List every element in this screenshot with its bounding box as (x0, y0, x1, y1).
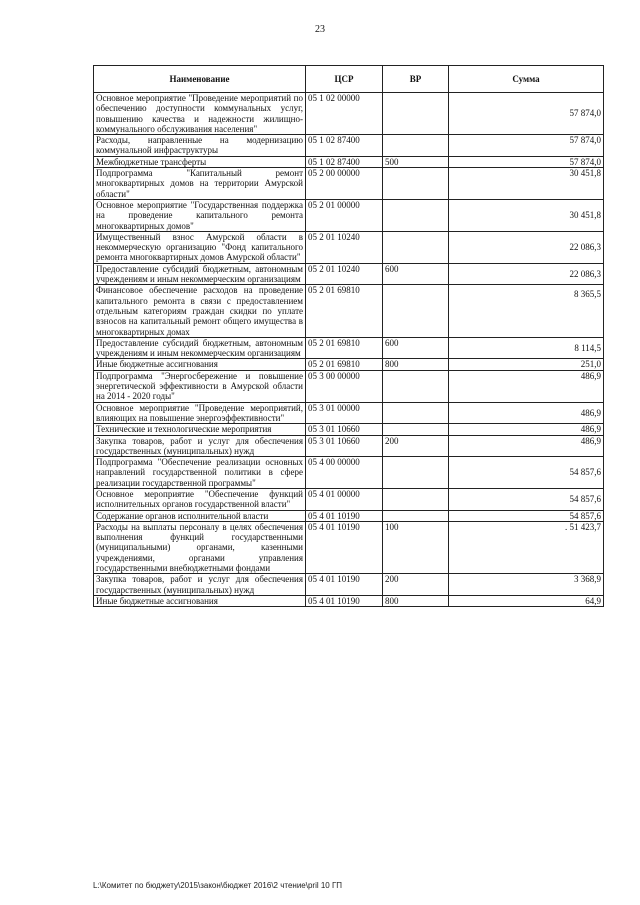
row-sum: 486,9 (449, 424, 604, 435)
table-row (94, 263, 604, 285)
table-row (94, 510, 604, 521)
row-name: Подпрограмма "Обеспечение реализации основных направлений государственной политики в сфере реализации государственной программы" (94, 457, 306, 489)
table-row (94, 521, 604, 573)
row-csr: 05 2 01 10240 (306, 231, 383, 263)
table-row (94, 231, 604, 263)
row-sum: 57 874,0 (449, 156, 604, 167)
row-vr: 200 (383, 435, 449, 457)
row-vr (383, 402, 449, 424)
table-row (94, 595, 604, 606)
row-sum: 8 114,5 (449, 337, 604, 359)
budget-table (93, 65, 604, 607)
row-name: Основное мероприятие "Государственная поддержка на проведение капитального ремонта многоквартирных домов" (94, 199, 306, 231)
row-vr (383, 370, 449, 402)
row-sum: 64,9 (449, 595, 604, 606)
table-row (94, 359, 604, 370)
row-csr: 05 4 01 10190 (306, 521, 383, 573)
row-name: Межбюджетные трансферты (94, 156, 306, 167)
header-vr: ВР (383, 66, 449, 93)
row-vr (383, 231, 449, 263)
row-name: Предоставление субсидий бюджетным, автономным учреждениям и иным некоммерческим организациям (94, 337, 306, 359)
table-row (94, 168, 604, 200)
row-vr (383, 510, 449, 521)
row-sum: 30 451,8 (449, 199, 604, 231)
table-row (94, 402, 604, 424)
row-name: Закупка товаров, работ и услуг для обеспечения государственных (муниципальных) нужд (94, 574, 306, 596)
row-vr: 500 (383, 156, 449, 167)
row-csr: 05 3 01 10660 (306, 435, 383, 457)
table-row (94, 156, 604, 167)
row-sum: 3 368,9 (449, 574, 604, 596)
row-sum: 486,9 (449, 402, 604, 424)
row-csr: 05 2 01 10240 (306, 263, 383, 285)
row-csr: 05 1 02 87400 (306, 156, 383, 167)
row-csr: 05 3 00 00000 (306, 370, 383, 402)
row-sum: 57 874,0 (449, 93, 604, 135)
row-vr: 100 (383, 521, 449, 573)
table-row (94, 337, 604, 359)
row-csr: 05 4 01 10190 (306, 595, 383, 606)
row-csr: 05 3 01 10660 (306, 424, 383, 435)
row-name: Основное мероприятие "Обеспечение функций исполнительных органов государственной власти" (94, 488, 306, 510)
row-sum: 22 086,3 (449, 231, 604, 263)
header-sum: Сумма (449, 66, 604, 93)
row-vr (383, 93, 449, 135)
row-vr: 600 (383, 263, 449, 285)
row-vr (383, 488, 449, 510)
row-csr: 05 2 01 69810 (306, 285, 383, 337)
row-csr: 05 2 01 69810 (306, 337, 383, 359)
row-sum: 486,9 (449, 435, 604, 457)
row-name: Финансовое обеспечение расходов на проведение капитального ремонта в связи с предоставлением отдельным категориям граждан скидки по уплате взносов на капитальный ремонт общего имущества в многоквартирных домах (94, 285, 306, 337)
table-row (94, 199, 604, 231)
row-csr: 05 2 00 00000 (306, 168, 383, 200)
row-csr: 05 2 01 00000 (306, 199, 383, 231)
row-vr (383, 285, 449, 337)
row-sum: 54 857,6 (449, 488, 604, 510)
row-name: Основное мероприятие "Проведение мероприятий, влияющих на повышение энергоэффективности" (94, 402, 306, 424)
row-vr (383, 424, 449, 435)
row-name: Иные бюджетные ассигнования (94, 359, 306, 370)
row-sum: 8 365,5 (449, 285, 604, 337)
row-name: Основное мероприятие "Проведение мероприятий по обеспечению доступности коммунальных услуг, повышению качества и надежности жилищно-коммунального обслуживания населения" (94, 93, 306, 135)
row-vr: 800 (383, 595, 449, 606)
footer-file-path: L:\Комитет по бюджету\2015\закон\бюджет 2016\2 чтение\pril 10 ГП (93, 881, 343, 890)
row-sum: 30 451,8 (449, 168, 604, 200)
table-row (94, 135, 604, 157)
row-sum: 54 857,6 (449, 510, 604, 521)
table-row (94, 93, 604, 135)
table-row (94, 285, 604, 337)
row-csr: 05 4 00 00000 (306, 457, 383, 489)
row-name: Расходы на выплаты персоналу в целях обеспечения выполнения функций государственными (муниципальными) органами, казенными учреждениями, органами управления государственными внебюджетными фондами (94, 521, 306, 573)
table-row (94, 370, 604, 402)
table-row (94, 488, 604, 510)
row-vr (383, 199, 449, 231)
row-csr: 05 4 01 10190 (306, 574, 383, 596)
table-row (94, 457, 604, 489)
row-name: Имущественный взнос Амурской области в некоммерческую организацию "Фонд капитального ремонта многоквартирных домов Амурской области" (94, 231, 306, 263)
row-name: Технические и технологические мероприятия (94, 424, 306, 435)
row-vr (383, 457, 449, 489)
table-row (94, 424, 604, 435)
row-sum: 486,9 (449, 370, 604, 402)
row-csr: 05 1 02 00000 (306, 93, 383, 135)
row-vr: 800 (383, 359, 449, 370)
row-csr: 05 4 01 10190 (306, 510, 383, 521)
row-csr: 05 4 01 00000 (306, 488, 383, 510)
row-sum: . 51 423,7 (449, 521, 604, 573)
row-csr: 05 3 01 00000 (306, 402, 383, 424)
header-name: Наименование (94, 66, 306, 93)
row-sum: 251,0 (449, 359, 604, 370)
row-csr: 05 1 02 87400 (306, 135, 383, 157)
row-vr: 600 (383, 337, 449, 359)
page-number: 23 (315, 24, 325, 35)
row-csr: 05 2 01 69810 (306, 359, 383, 370)
table-row (94, 435, 604, 457)
row-vr (383, 135, 449, 157)
row-name: Иные бюджетные ассигнования (94, 595, 306, 606)
row-name: Содержание органов исполнительной власти (94, 510, 306, 521)
row-name: Расходы, направленные на модернизацию коммунальной инфраструктуры (94, 135, 306, 157)
row-name: Подпрограмма "Энергосбережение и повышение энергетической эффективности в Амурской области на 2014 - 2020 годы" (94, 370, 306, 402)
row-name: Подпрограмма "Капитальный ремонт многоквартирных домов на территории Амурской области" (94, 168, 306, 200)
row-vr (383, 168, 449, 200)
row-name: Закупка товаров, работ и услуг для обеспечения государственных (муниципальных) нужд (94, 435, 306, 457)
row-vr: 200 (383, 574, 449, 596)
header-csr: ЦСР (306, 66, 383, 93)
row-sum: 54 857,6 (449, 457, 604, 489)
table-header-row (94, 66, 604, 93)
table-row (94, 574, 604, 596)
row-sum: 22 086,3 (449, 263, 604, 285)
row-sum: 57 874,0 (449, 135, 604, 157)
row-name: Предоставление субсидий бюджетным, автономным учреждениям и иным некоммерческим организациям (94, 263, 306, 285)
